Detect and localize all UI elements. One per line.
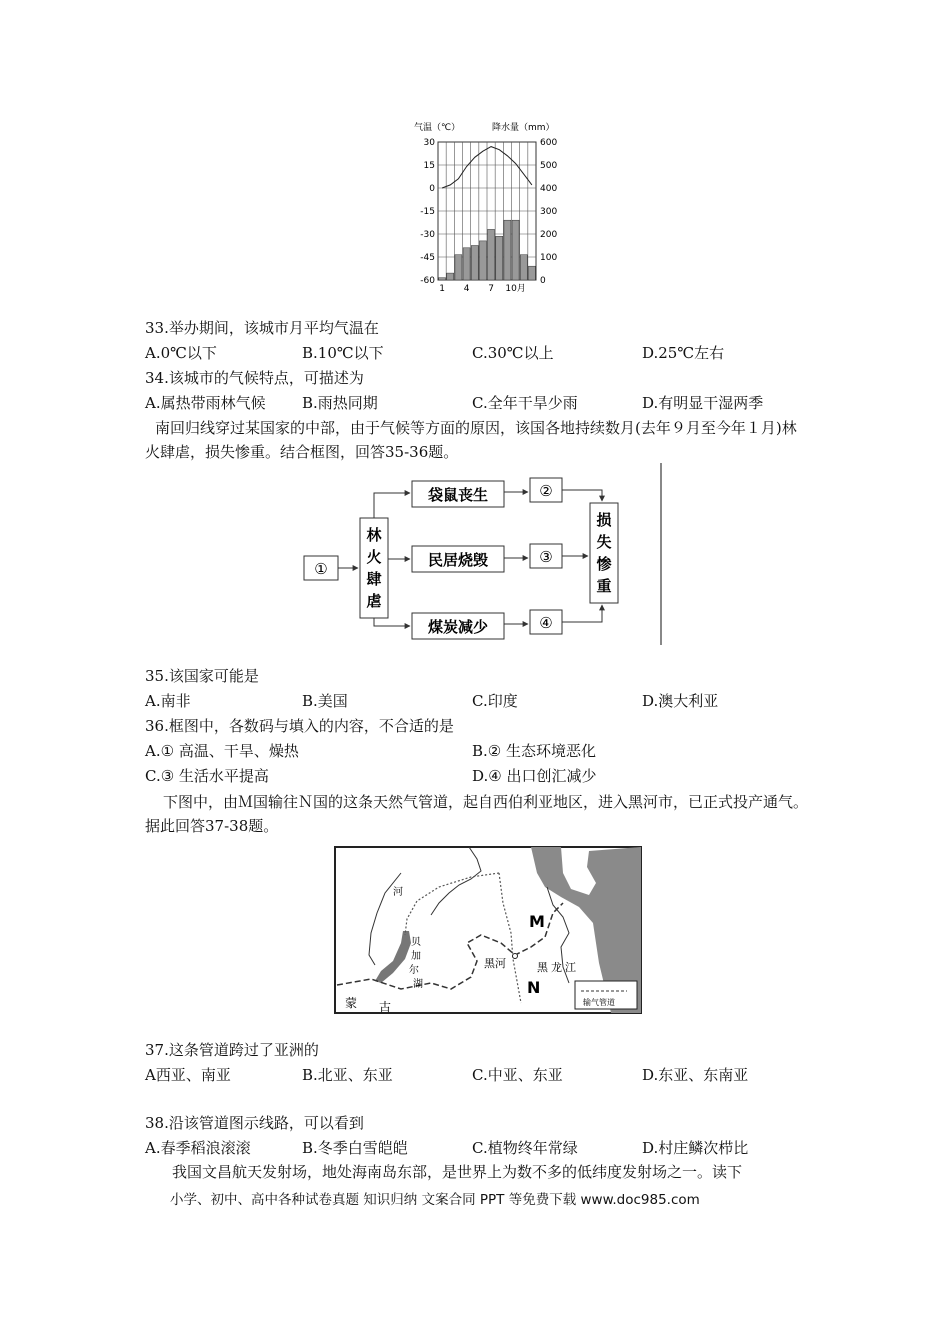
q33-option-b: B.10℃以下	[302, 344, 384, 362]
temp-tick-label: 30	[423, 138, 435, 148]
precip-bar	[528, 266, 535, 280]
loss-char-2: 失	[596, 533, 612, 551]
legend-label: 输气管道	[583, 998, 615, 1007]
q38-option-b: B.冬季白雪皑皑	[302, 1139, 408, 1157]
flow-coal-label: 煤炭减少	[427, 618, 489, 636]
fire-char-3: 肆	[366, 570, 382, 588]
month-tick-label: 7	[488, 284, 494, 294]
q33-option-c: C.30℃以上	[472, 344, 554, 362]
precip-bar	[439, 278, 446, 280]
q34-option-b: B.雨热同期	[302, 394, 378, 412]
lake-char-3: 尔	[409, 965, 419, 976]
q36-option-d: D.④ 出口创汇减少	[472, 767, 597, 785]
q37-option-c: C.中亚、东亚	[472, 1066, 563, 1084]
month-tick-label: 4	[463, 284, 470, 294]
temp-tick-label: -15	[420, 207, 435, 217]
precip-tick-label: 200	[540, 230, 558, 240]
temp-tick-label: 0	[429, 184, 435, 194]
mongolia-char-2: 古	[379, 1000, 392, 1014]
flow-box-1-label: ①	[314, 560, 328, 578]
q35-stem: 35.该国家可能是	[145, 667, 259, 685]
lake-char-1: 贝	[411, 937, 421, 948]
flow-box-3-label: ③	[539, 548, 553, 566]
q34-option-c: C.全年干旱少雨	[472, 394, 578, 412]
mongolia-char-1: 蒙	[345, 996, 358, 1010]
q38-option-d: D.村庄鳞次栉比	[642, 1139, 749, 1157]
river-char-1: 黑	[537, 961, 548, 974]
intro-39: 我国文昌航天发射场，地处海南岛东部，是世界上为数不多的低纬度发射场之一。读下	[172, 1163, 743, 1181]
precip-tick-label: 500	[540, 161, 558, 171]
lake-char-4: 湖	[413, 979, 423, 990]
precip-tick-label: 600	[540, 138, 558, 148]
precip-bar	[479, 241, 486, 280]
precip-bar	[496, 236, 503, 280]
flow-diagram	[292, 463, 664, 645]
month-tick-label: 1	[439, 284, 445, 294]
q36-option-c: C.③ 生活水平提高	[145, 767, 269, 785]
q36-option-a: A.① 高温、干旱、燥热	[145, 742, 299, 760]
q38-option-c: C.植物终年常绿	[472, 1139, 578, 1157]
fire-char-4: 虐	[366, 592, 382, 610]
q35-option-a: A.南非	[145, 692, 191, 710]
q37-option-a: A西亚、南亚	[145, 1066, 231, 1084]
flow-houses-label: 民居烧毁	[427, 551, 489, 569]
precip-bar	[463, 248, 470, 280]
map-label-heihe: 黑河	[484, 957, 506, 970]
q36-stem: 36.框图中，各数码与填入的内容，不合适的是	[145, 717, 454, 735]
precip-axis-title: 降水量（mm）	[492, 123, 555, 133]
loss-char-3: 惨	[596, 555, 612, 573]
lake-char-2: 加	[411, 951, 421, 962]
month-tick-label: 10月	[505, 284, 526, 294]
page-footer: 小学、初中、高中各种试卷真题 知识归纳 文案合同 PPT 等免费下载 www.doc985.com	[170, 1192, 700, 1208]
q33-option-a: A.0℃以下	[145, 344, 217, 362]
q33-stem: 33.举办期间，该城市月平均气温在	[145, 319, 379, 337]
q33-option-d: D.25℃左右	[642, 344, 725, 362]
q35-option-d: D.澳大利亚	[642, 692, 719, 710]
river-char-2: 龙	[551, 961, 562, 974]
fire-char-1: 林	[366, 526, 382, 544]
climate-chart	[408, 118, 568, 298]
q34-option-d: D.有明显干湿两季	[642, 394, 764, 412]
precip-bar	[504, 220, 511, 280]
q34-option-a: A.属热带雨林气候	[145, 394, 266, 412]
flow-box-2-label: ②	[539, 482, 553, 500]
q37-stem: 37.这条管道跨过了亚洲的	[145, 1041, 319, 1059]
q38-option-a: A.春季稻浪滚滚	[145, 1139, 251, 1157]
temp-tick-label: 15	[423, 161, 435, 171]
intro-35: 南回归线穿过某国家的中部，由于气候等方面的原因，该国各地持续数月(去年９月至今年１月)林火肆虐，损失惨重。结合框图，回答35-36题。	[145, 419, 797, 461]
intro-37: 下图中，由Ｍ国输往Ｎ国的这条天然气管道，起自西伯利亚地区，进入黑河市，已正式投产通气。据此回答37-38题。	[145, 793, 809, 835]
precip-bar	[512, 220, 519, 280]
flow-box-4-label: ④	[539, 614, 553, 632]
temp-axis-title: 气温（℃）	[414, 123, 461, 133]
precip-bar	[520, 255, 527, 280]
fire-char-2: 火	[366, 548, 382, 566]
q36-option-b: B.② 生态环境恶化	[472, 742, 597, 760]
q35-option-c: C.印度	[472, 692, 518, 710]
precip-tick-label: 100	[540, 253, 558, 263]
q38-stem: 38.沿该管道图示线路，可以看到	[145, 1114, 364, 1132]
map-label-n: N	[527, 978, 541, 997]
river-label-he: 河	[393, 887, 403, 898]
temp-tick-label: -60	[420, 276, 435, 286]
precip-bar	[471, 246, 478, 281]
precip-tick-label: 0	[540, 276, 546, 286]
map-label-m: M	[529, 912, 545, 931]
q37-option-d: D.东亚、东南亚	[642, 1066, 749, 1084]
q37-option-b: B.北亚、东亚	[302, 1066, 393, 1084]
precip-tick-label: 400	[540, 184, 558, 194]
heihe-dot	[513, 954, 518, 959]
river-char-3: 江	[565, 961, 576, 974]
pipeline-map	[331, 843, 645, 1017]
loss-char-1: 损	[596, 511, 612, 529]
flow-kangaroo-label: 袋鼠丧生	[427, 486, 489, 504]
q34-stem: 34.该城市的气候特点，可描述为	[145, 369, 364, 387]
temp-tick-label: -30	[420, 230, 435, 240]
loss-char-4: 重	[596, 577, 612, 595]
precip-bar	[455, 255, 462, 280]
q35-option-b: B.美国	[302, 692, 348, 710]
precip-bar	[447, 273, 454, 280]
temp-tick-label: -45	[420, 253, 435, 263]
precip-tick-label: 300	[540, 207, 558, 217]
precip-bar	[488, 229, 495, 280]
